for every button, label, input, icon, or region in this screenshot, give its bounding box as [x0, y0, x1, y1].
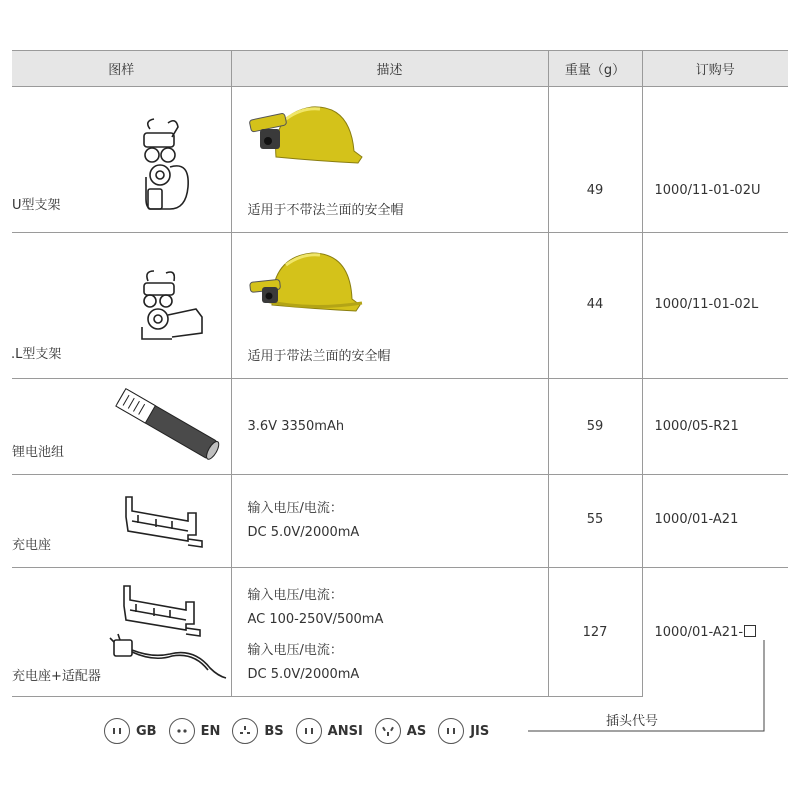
description-line: 输入电压/电流： — [247, 588, 343, 603]
header-order-no: 订购号 — [642, 51, 788, 87]
plug-bs-icon — [232, 718, 258, 744]
header-description: 描述 — [231, 51, 548, 87]
description-line: 适用于不带法兰面的安全帽 — [247, 203, 404, 218]
plug-type-label: JIS — [470, 723, 490, 739]
plug-type-label: AS — [406, 723, 427, 739]
order-number: 1000/05-R21 — [654, 419, 739, 434]
order-number: 1000/11-01-02L — [654, 297, 759, 312]
order-number: 1000/01-A21- — [655, 625, 757, 640]
product-name: .L型支架 — [11, 347, 62, 362]
description-line: AC 100-250V/500mA — [247, 612, 384, 627]
weight-value: 59 — [586, 419, 604, 434]
order-number: 1000/01-A21 — [654, 512, 739, 527]
weight-value: 44 — [586, 297, 604, 312]
description-line: 输入电压/电流： — [247, 643, 343, 658]
plug-type-label: GB — [136, 723, 157, 739]
description-line: 输入电压/电流： — [247, 501, 343, 516]
plug-jis-icon — [438, 718, 464, 744]
description-line: DC 5.0V/2000mA — [247, 667, 360, 682]
description-line: 3.6V 3350mAh — [247, 419, 345, 434]
plug-code-caption: 插头代号 — [606, 714, 659, 729]
plug-type-label: EN — [200, 723, 221, 739]
plug-type-item — [104, 718, 157, 744]
plug-type-item — [232, 718, 283, 744]
plug-type-list — [104, 716, 501, 746]
plug-type-label: ANSI — [327, 723, 363, 739]
plug-type-label: BS — [264, 723, 284, 739]
plug-gb-icon — [104, 718, 130, 744]
description-line: DC 5.0V/2000mA — [247, 525, 360, 540]
plug-type-item — [375, 718, 426, 744]
product-name: 锂电池组 — [12, 445, 65, 460]
product-name: U型支架 — [12, 198, 61, 213]
header-image: 图样 — [12, 51, 231, 87]
product-name: 充电座+适配器 — [12, 669, 101, 684]
weight-value: 49 — [586, 183, 604, 198]
order-number: 1000/11-01-02U — [654, 183, 761, 198]
description-line: 适用于带法兰面的安全帽 — [247, 349, 391, 364]
plug-en-icon — [169, 718, 195, 744]
plug-type-item — [438, 718, 489, 744]
header-weight: 重量（g） — [548, 51, 642, 87]
weight-value: 55 — [586, 512, 604, 527]
product-name: 充电座 — [12, 538, 52, 553]
plug-ansi-icon — [296, 718, 322, 744]
plug-type-item — [296, 718, 363, 744]
weight-value: 127 — [582, 625, 608, 640]
plug-as-icon — [375, 718, 401, 744]
plug-type-item — [169, 718, 221, 744]
